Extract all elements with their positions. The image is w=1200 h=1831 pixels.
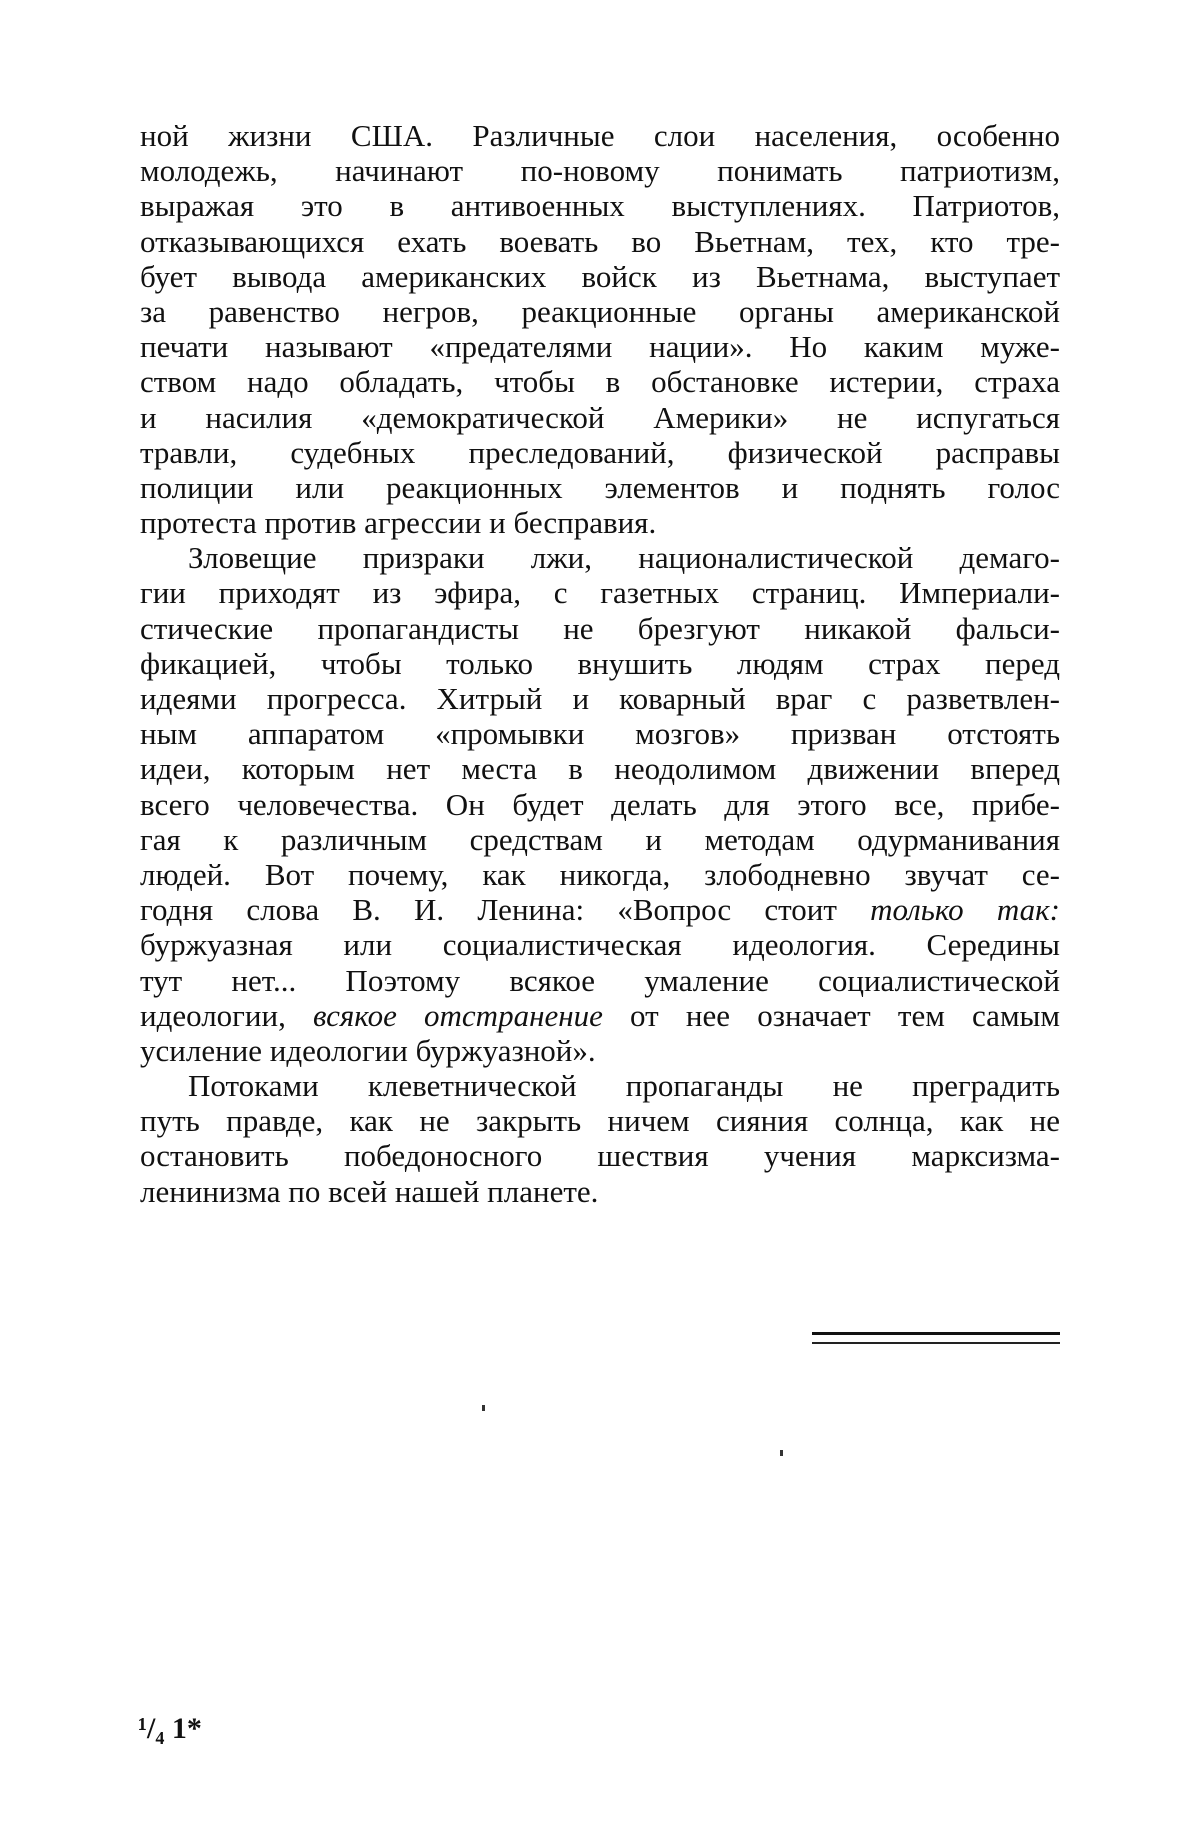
text-line: усиление идеологии буржуазной». bbox=[140, 1032, 596, 1068]
text-line: идеи, которым нет места в неодолимом движении вперед bbox=[140, 751, 1060, 787]
closing-rule-secondary bbox=[812, 1342, 1060, 1344]
text-line: ным аппаратом «промывки мозгов» призван отстоять bbox=[140, 716, 1060, 752]
text-line: фикацией, чтобы только внушить людям страх перед bbox=[140, 645, 1060, 681]
print-speck bbox=[780, 1450, 783, 1456]
text-segment: годня слова В. И. Ленина: «Вопрос стоит bbox=[140, 892, 871, 928]
text-line: гии приходят из эфира, с газетных страниц. Империали- bbox=[140, 575, 1060, 611]
text-line-quote-start bbox=[140, 892, 1060, 927]
closing-rule bbox=[812, 1332, 1060, 1335]
text-line: ством надо обладать, чтобы в обстановке истерии, страха bbox=[140, 364, 1060, 400]
text-line: ленинизма по всей нашей планете. bbox=[140, 1173, 599, 1209]
text-line: ной жизни США. Различные слои населения, особенно bbox=[140, 118, 1060, 153]
text-line: путь правде, как не закрыть ничем сияния солнца, как не bbox=[140, 1103, 1060, 1139]
text-line-emphasis bbox=[140, 998, 1060, 1033]
text-line: молодежь, начинают по-новому понимать патриотизм, bbox=[140, 153, 1060, 189]
text-line: остановить победоносного шествия учения марксизма- bbox=[140, 1138, 1060, 1174]
text-line: идеями прогресса. Хитрый и коварный враг с разветвлен- bbox=[140, 681, 1060, 716]
text-line: тут нет... Поэтому всякое умаление социалистической bbox=[140, 962, 1060, 998]
paragraph-1 bbox=[140, 118, 1060, 540]
text-line: протеста против агрессии и бесправия. bbox=[140, 505, 657, 541]
text-line: травли, судебных преследований, физической расправы bbox=[140, 434, 1060, 470]
paragraph-3 bbox=[140, 1068, 1060, 1209]
text-line: полиции или реакционных элементов и поднять голос bbox=[140, 469, 1060, 505]
text-line: Потоками клеветнической пропаганды не преградить bbox=[188, 1068, 1060, 1104]
text-line: Зловещие призраки лжи, националистической демаго- bbox=[188, 540, 1060, 576]
text-line: людей. Вот почему, как никогда, злободневно звучат се- bbox=[140, 856, 1060, 892]
text-line: бует вывода американских войск из Вьетнама, выступает bbox=[140, 258, 1060, 294]
text-line: выражая это в антивоенных выступлениях. Патриотов, bbox=[140, 188, 1060, 224]
text-line: отказывающихся ехать воевать во Вьетнам, тех, кто тре- bbox=[140, 223, 1060, 259]
print-speck bbox=[482, 1405, 485, 1411]
text-line: и насилия «демократической Америки» не испугаться bbox=[140, 399, 1060, 435]
paragraph-2 bbox=[140, 540, 1060, 1068]
text-line: буржуазная или социалистическая идеология. Середины bbox=[140, 927, 1060, 963]
text-line: печати называют «предателями нации». Но каким муже- bbox=[140, 329, 1060, 365]
text-line: гая к различным средствам и методам одурманивания bbox=[140, 821, 1060, 857]
text-line: за равенство негров, реакционные органы американской bbox=[140, 293, 1060, 329]
printer-signature-mark: ¹/₄ 1* bbox=[138, 1712, 202, 1745]
text-segment: от нее означает тем самым bbox=[602, 997, 1060, 1033]
italic-emphasis: всякое отстранение bbox=[313, 997, 603, 1033]
main-text bbox=[140, 118, 1060, 1209]
text-segment: идеологии, bbox=[140, 997, 314, 1033]
text-line: стические пропагандисты не брезгуют никакой фальси- bbox=[140, 610, 1060, 646]
text-line: всего человечества. Он будет делать для этого все, прибе- bbox=[140, 786, 1060, 822]
italic-emphasis: только так: bbox=[870, 892, 1061, 928]
